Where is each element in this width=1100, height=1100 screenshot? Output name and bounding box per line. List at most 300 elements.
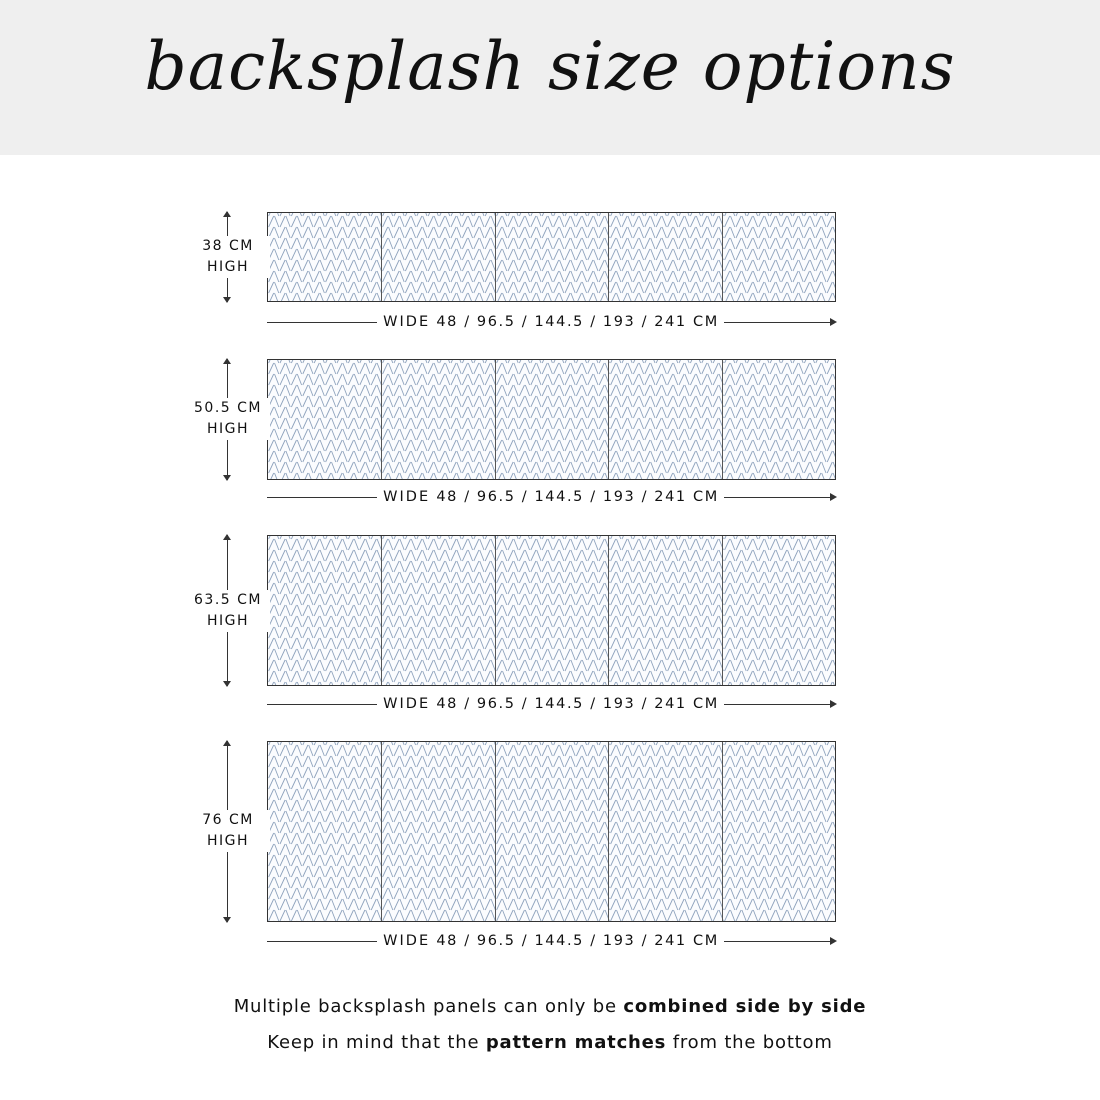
chevron-stroke <box>622 260 632 271</box>
chevron-stroke <box>725 429 735 440</box>
chevron-stroke <box>827 451 835 462</box>
chevron-stroke <box>508 360 518 363</box>
chevron-stroke <box>485 396 495 407</box>
chevron-stroke <box>394 671 404 682</box>
chevron-stroke <box>668 671 678 682</box>
chevron-stroke <box>269 671 279 682</box>
chevron-stroke <box>690 822 700 833</box>
chevron-stroke <box>747 833 757 844</box>
height-value: 63.5 CM <box>194 592 262 608</box>
height-label <box>186 590 270 632</box>
chevron-stroke <box>417 473 427 479</box>
chevron-stroke <box>405 282 415 293</box>
chevron-stroke <box>394 360 404 363</box>
chevron-stroke <box>633 789 643 800</box>
chevron-stroke <box>303 778 313 789</box>
chevron-stroke <box>702 374 712 385</box>
chevron-stroke <box>303 429 313 440</box>
chevron-stroke <box>451 800 461 811</box>
chevron-stroke <box>542 605 552 616</box>
chevron-stroke <box>428 778 438 789</box>
chevron-stroke <box>759 627 769 638</box>
chevron-stroke <box>611 374 621 385</box>
chevron-stroke <box>417 539 427 550</box>
chevron-stroke <box>633 550 643 561</box>
chevron-stroke <box>565 282 575 293</box>
chevron-stroke <box>383 238 393 249</box>
chevron-stroke <box>383 550 393 561</box>
chevron-stroke <box>793 844 803 855</box>
chevron-stroke <box>497 789 507 800</box>
chevron-stroke <box>668 616 678 627</box>
chevron-stroke <box>394 745 404 756</box>
chevron-stroke <box>394 429 404 440</box>
chevron-stroke <box>326 910 336 921</box>
chevron-stroke <box>451 407 461 418</box>
chevron-stroke <box>519 822 529 833</box>
chevron-stroke <box>759 462 769 473</box>
chevron-stroke <box>405 407 415 418</box>
chevron-stroke <box>702 385 712 396</box>
chevron-stroke <box>622 271 632 282</box>
chevron-stroke <box>576 550 586 561</box>
chevron-stroke <box>462 660 472 671</box>
chevron-stroke <box>428 605 438 616</box>
chevron-stroke <box>291 899 301 910</box>
chevron-stroke <box>782 429 792 440</box>
chevron-stroke <box>793 407 803 418</box>
chevron-stroke <box>793 888 803 899</box>
chevron-stroke <box>303 800 313 811</box>
chevron-stroke <box>519 550 529 561</box>
chevron-stroke <box>816 660 826 671</box>
arrow-right-icon <box>830 937 837 945</box>
chevron-stroke <box>747 561 757 572</box>
chevron-stroke <box>348 594 358 605</box>
chevron-stroke <box>497 429 507 440</box>
chevron-stroke <box>348 360 358 363</box>
chevron-stroke <box>428 742 438 745</box>
width-values: 48 / 96.5 / 144.5 / 193 / 241 CM <box>436 489 719 505</box>
chevron-stroke <box>462 910 472 921</box>
chevron-stroke <box>531 789 541 800</box>
chevron-stroke <box>542 767 552 778</box>
chevron-stroke <box>770 649 780 660</box>
chevron-stroke <box>565 682 575 685</box>
chevron-stroke <box>816 745 826 756</box>
chevron-stroke <box>679 789 689 800</box>
chevron-stroke <box>291 238 301 249</box>
chevron-stroke <box>280 260 290 271</box>
chevron-stroke <box>417 385 427 396</box>
chevron-stroke <box>633 822 643 833</box>
chevron-stroke <box>291 282 301 293</box>
chevron-stroke <box>451 536 461 539</box>
chevron-stroke <box>725 440 735 451</box>
chevron-stroke <box>782 572 792 583</box>
chevron-stroke <box>428 260 438 271</box>
chevron-stroke <box>417 293 427 301</box>
chevron-stroke <box>474 877 484 888</box>
chevron-stroke <box>303 572 313 583</box>
chevron-stroke <box>611 866 621 877</box>
chevron-stroke <box>405 536 415 539</box>
chevron-stroke <box>747 539 757 550</box>
chevron-stroke <box>394 877 404 888</box>
chevron-stroke <box>611 877 621 888</box>
chevron-stroke <box>725 462 735 473</box>
chevron-stroke <box>326 855 336 866</box>
chevron-stroke <box>291 293 301 301</box>
chevron-stroke <box>759 888 769 899</box>
chevron-stroke <box>554 778 564 789</box>
chevron-stroke <box>554 473 564 479</box>
chevron-stroke <box>622 583 632 594</box>
chevron-stroke <box>759 638 769 649</box>
chevron-stroke <box>485 363 495 374</box>
chevron-stroke <box>440 778 450 789</box>
chevron-stroke <box>804 767 814 778</box>
chevron-stroke <box>280 385 290 396</box>
chevron-stroke <box>782 778 792 789</box>
chevron-stroke <box>576 260 586 271</box>
chevron-stroke <box>565 213 575 216</box>
chevron-stroke <box>371 213 381 216</box>
chevron-stroke <box>371 671 381 682</box>
chevron-stroke <box>428 418 438 429</box>
chevron-stroke <box>679 767 689 778</box>
chevron-stroke <box>565 811 575 822</box>
chevron-stroke <box>611 855 621 866</box>
chevron-stroke <box>622 778 632 789</box>
chevron-stroke <box>371 756 381 767</box>
chevron-stroke <box>633 583 643 594</box>
chevron-stroke <box>565 293 575 301</box>
chevron-stroke <box>337 418 347 429</box>
chevron-stroke <box>337 550 347 561</box>
chevron-stroke <box>747 385 757 396</box>
chevron-stroke <box>816 605 826 616</box>
chevron-stroke <box>291 811 301 822</box>
chevron-stroke <box>428 899 438 910</box>
chevron-stroke <box>314 440 324 451</box>
chevron-stroke <box>633 756 643 767</box>
chevron-stroke <box>485 561 495 572</box>
chevron-stroke <box>668 473 678 479</box>
chevron-stroke <box>679 756 689 767</box>
chevron-stroke <box>326 877 336 888</box>
chevron-stroke <box>588 594 598 605</box>
chevron-stroke <box>531 451 541 462</box>
chevron-stroke <box>291 616 301 627</box>
chevron-stroke <box>759 561 769 572</box>
chevron-stroke <box>485 360 495 363</box>
chevron-stroke <box>725 778 735 789</box>
chevron-stroke <box>668 745 678 756</box>
chevron-stroke <box>428 866 438 877</box>
chevron-stroke <box>576 282 586 293</box>
chevron-stroke <box>405 594 415 605</box>
chevron-stroke <box>519 440 529 451</box>
chevron-stroke <box>462 238 472 249</box>
chevron-stroke <box>314 249 324 260</box>
chevron-stroke <box>440 550 450 561</box>
chevron-stroke <box>690 583 700 594</box>
chevron-stroke <box>747 660 757 671</box>
chevron-stroke <box>702 473 712 479</box>
chevron-stroke <box>280 745 290 756</box>
chevron-stroke <box>770 572 780 583</box>
chevron-stroke <box>770 249 780 260</box>
chevron-stroke <box>656 539 666 550</box>
chevron-stroke <box>303 910 313 921</box>
chevron-stroke <box>405 396 415 407</box>
chevron-stroke <box>702 888 712 899</box>
chevron-stroke <box>440 844 450 855</box>
chevron-stroke <box>269 778 279 789</box>
chevron-stroke <box>269 756 279 767</box>
chevron-stroke <box>348 550 358 561</box>
chevron-stroke <box>280 844 290 855</box>
chevron-stroke <box>747 742 757 745</box>
chevron-stroke <box>588 888 598 899</box>
chevron-stroke <box>280 811 290 822</box>
chevron-stroke <box>383 822 393 833</box>
chevron-stroke <box>656 536 666 539</box>
chevron-stroke <box>303 866 313 877</box>
chevron-stroke <box>611 822 621 833</box>
chevron-stroke <box>326 374 336 385</box>
chevron-stroke <box>770 360 780 363</box>
chevron-stroke <box>793 227 803 238</box>
chevron-stroke <box>508 627 518 638</box>
chevron-stroke <box>782 616 792 627</box>
chevron-stroke <box>816 396 826 407</box>
chevron-stroke <box>588 789 598 800</box>
chevron-stroke <box>348 363 358 374</box>
chevron-stroke <box>360 418 370 429</box>
chevron-stroke <box>428 910 438 921</box>
chevron-stroke <box>702 844 712 855</box>
chevron-stroke <box>440 605 450 616</box>
chevron-stroke <box>702 227 712 238</box>
chevron-stroke <box>348 649 358 660</box>
chevron-stroke <box>702 550 712 561</box>
chevron-stroke <box>759 213 769 216</box>
chevron-stroke <box>485 473 495 479</box>
chevron-stroke <box>565 550 575 561</box>
chevron-stroke <box>611 811 621 822</box>
chevron-stroke <box>782 822 792 833</box>
chevron-stroke <box>519 572 529 583</box>
chevron-stroke <box>451 451 461 462</box>
chevron-stroke <box>508 572 518 583</box>
chevron-stroke <box>576 396 586 407</box>
chevron-stroke <box>474 671 484 682</box>
chevron-stroke <box>588 407 598 418</box>
chevron-stroke <box>622 649 632 660</box>
chevron-stroke <box>542 550 552 561</box>
chevron-stroke <box>303 583 313 594</box>
chevron-stroke <box>531 767 541 778</box>
chevron-stroke <box>371 363 381 374</box>
chevron-stroke <box>770 385 780 396</box>
chevron-stroke <box>793 418 803 429</box>
chevron-stroke <box>542 789 552 800</box>
chevron-stroke <box>405 363 415 374</box>
chevron-stroke <box>508 216 518 227</box>
chevron-stroke <box>679 638 689 649</box>
chevron-stroke <box>291 536 301 539</box>
chevron-stroke <box>314 271 324 282</box>
chevron-stroke <box>348 249 358 260</box>
chevron-stroke <box>337 462 347 473</box>
chevron-stroke <box>611 561 621 572</box>
chevron-stroke <box>611 742 621 745</box>
chevron-stroke <box>474 363 484 374</box>
chevron-stroke <box>645 638 655 649</box>
chevron-stroke <box>451 822 461 833</box>
chevron-stroke <box>747 877 757 888</box>
chevron-stroke <box>508 396 518 407</box>
chevron-stroke <box>405 627 415 638</box>
chevron-stroke <box>405 833 415 844</box>
chevron-stroke <box>519 227 529 238</box>
chevron-stroke <box>645 473 655 479</box>
chevron-stroke <box>440 671 450 682</box>
chevron-stroke <box>326 742 336 745</box>
chevron-stroke <box>759 363 769 374</box>
chevron-stroke <box>280 293 290 301</box>
chevron-stroke <box>428 374 438 385</box>
chevron-stroke <box>576 855 586 866</box>
chevron-stroke <box>747 249 757 260</box>
chevron-stroke <box>668 451 678 462</box>
chevron-stroke <box>679 583 689 594</box>
page-title: backsplash size options <box>144 28 956 105</box>
chevron-stroke <box>303 550 313 561</box>
chevron-stroke <box>394 572 404 583</box>
chevron-stroke <box>360 213 370 216</box>
chevron-stroke <box>793 282 803 293</box>
chevron-stroke <box>360 877 370 888</box>
chevron-stroke <box>816 282 826 293</box>
chevron-stroke <box>280 473 290 479</box>
chevron-stroke <box>508 767 518 778</box>
chevron-stroke <box>531 877 541 888</box>
chevron-stroke <box>440 767 450 778</box>
chevron-stroke <box>816 260 826 271</box>
chevron-stroke <box>770 844 780 855</box>
chevron-stroke <box>554 539 564 550</box>
chevron-stroke <box>440 282 450 293</box>
chevron-stroke <box>736 539 746 550</box>
chevron-stroke <box>565 833 575 844</box>
chevron-stroke <box>508 605 518 616</box>
chevron-stroke <box>747 800 757 811</box>
chevron-stroke <box>588 899 598 910</box>
chevron-stroke <box>576 682 586 685</box>
chevron-stroke <box>611 293 621 301</box>
chevron-stroke <box>337 271 347 282</box>
chevron-stroke <box>633 429 643 440</box>
chevron-stroke <box>440 260 450 271</box>
chevron-stroke <box>793 649 803 660</box>
chevron-stroke <box>360 822 370 833</box>
chevron-stroke <box>611 572 621 583</box>
chevron-stroke <box>360 293 370 301</box>
chevron-stroke <box>462 627 472 638</box>
chevron-stroke <box>679 778 689 789</box>
chevron-stroke <box>782 539 792 550</box>
chevron-stroke <box>474 429 484 440</box>
chevron-stroke <box>531 583 541 594</box>
chevron-stroke <box>337 451 347 462</box>
panel-divider <box>495 360 496 479</box>
chevron-stroke <box>759 899 769 910</box>
chevron-stroke <box>554 742 564 745</box>
chevron-stroke <box>474 216 484 227</box>
chevron-stroke <box>588 440 598 451</box>
chevron-stroke <box>702 451 712 462</box>
chevron-stroke <box>816 550 826 561</box>
chevron-stroke <box>291 418 301 429</box>
chevron-stroke <box>314 429 324 440</box>
chevron-stroke <box>770 745 780 756</box>
chevron-stroke <box>725 899 735 910</box>
chevron-stroke <box>508 888 518 899</box>
chevron-stroke <box>451 910 461 921</box>
chevron-stroke <box>793 800 803 811</box>
chevron-stroke <box>656 682 666 685</box>
chevron-stroke <box>531 742 541 745</box>
chevron-stroke <box>326 561 336 572</box>
chevron-stroke <box>337 877 347 888</box>
chevron-stroke <box>383 216 393 227</box>
chevron-stroke <box>759 594 769 605</box>
chevron-stroke <box>360 767 370 778</box>
chevron-stroke <box>622 745 632 756</box>
chevron-stroke <box>508 363 518 374</box>
chevron-stroke <box>428 396 438 407</box>
chevron-stroke <box>280 605 290 616</box>
chevron-stroke <box>827 583 835 594</box>
chevron-stroke <box>656 440 666 451</box>
chevron-stroke <box>804 216 814 227</box>
chevron-stroke <box>576 561 586 572</box>
chevron-stroke <box>383 572 393 583</box>
chevron-stroke <box>668 594 678 605</box>
chevron-stroke <box>417 789 427 800</box>
chevron-stroke <box>326 213 336 216</box>
chevron-stroke <box>816 833 826 844</box>
chevron-stroke <box>440 271 450 282</box>
chevron-stroke <box>702 293 712 301</box>
chevron-stroke <box>725 660 735 671</box>
chevron-stroke <box>508 271 518 282</box>
chevron-stroke <box>827 539 835 550</box>
chevron-stroke <box>383 682 393 685</box>
chevron-stroke <box>736 833 746 844</box>
chevron-stroke <box>314 293 324 301</box>
chevron-stroke <box>611 745 621 756</box>
chevron-stroke <box>462 745 472 756</box>
chevron-stroke <box>405 385 415 396</box>
chevron-stroke <box>679 745 689 756</box>
chevron-stroke <box>383 671 393 682</box>
chevron-stroke <box>337 910 347 921</box>
chevron-stroke <box>462 605 472 616</box>
